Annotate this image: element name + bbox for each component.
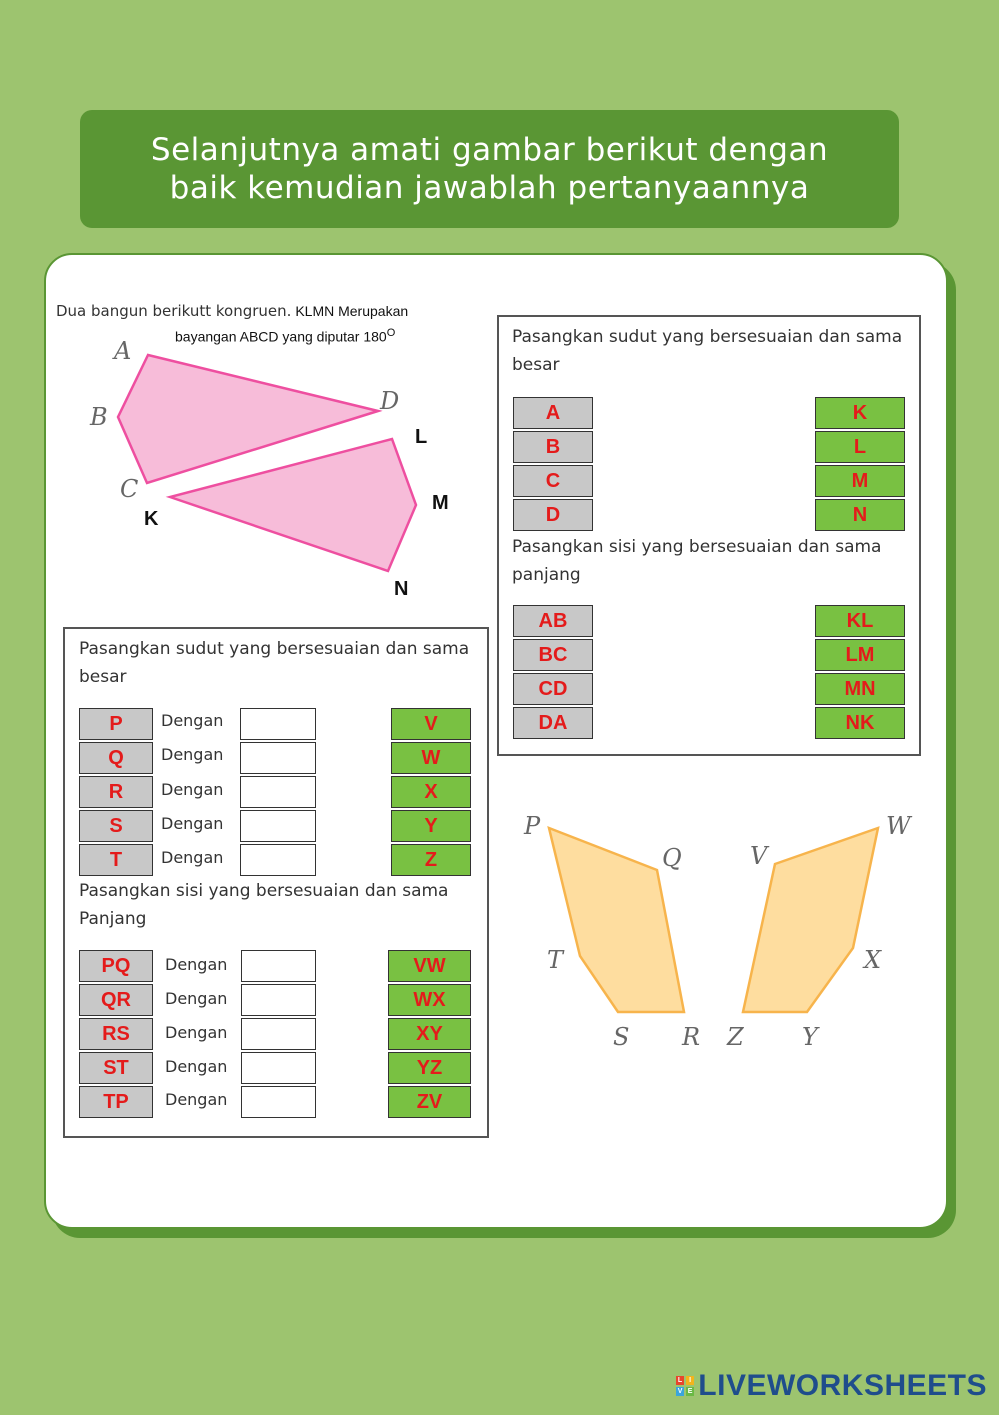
caption-part-1: Dua bangun berikutt kongruen. xyxy=(56,302,292,320)
liveworksheets-logo xyxy=(676,1369,987,1403)
right-q1-line-1: Pasangkan sudut yang bersesuaian dan sama xyxy=(512,327,903,347)
answer-box-side-qr[interactable] xyxy=(241,984,316,1016)
answer-box-angle-t[interactable] xyxy=(240,844,316,876)
cell-side-xy[interactable]: XY xyxy=(388,1018,471,1050)
answer-box-angle-q[interactable] xyxy=(240,742,316,774)
right-q2-line-2: panjang xyxy=(512,565,581,585)
cell-side-vw[interactable]: VW xyxy=(388,950,471,982)
cell-angle-p[interactable]: P xyxy=(79,708,153,740)
cell-side-st[interactable]: ST xyxy=(79,1052,153,1084)
right-q2-text xyxy=(512,533,881,589)
label-t: T xyxy=(547,946,564,974)
answer-box-side-rs[interactable] xyxy=(241,1018,316,1050)
instruction-banner xyxy=(80,110,899,228)
label-w: W xyxy=(886,812,911,840)
cell-side-kl[interactable]: KL xyxy=(815,605,905,637)
answer-box-angle-r[interactable] xyxy=(240,776,316,808)
left-q1-line-1: Pasangkan sudut yang bersesuaian dan sama xyxy=(79,639,470,659)
cell-angle-x[interactable]: X xyxy=(391,776,471,808)
cell-angle-v[interactable]: V xyxy=(391,708,471,740)
answer-box-side-st[interactable] xyxy=(241,1052,316,1084)
figure-abcd-klmn xyxy=(80,335,480,605)
cell-side-lm[interactable]: LM xyxy=(815,639,905,671)
connector-label: Dengan xyxy=(165,1057,228,1076)
cell-angle-d[interactable]: D xyxy=(513,499,593,531)
label-b: B xyxy=(90,403,108,431)
cell-angle-n[interactable]: N xyxy=(815,499,905,531)
cell-angle-q[interactable]: Q xyxy=(79,742,153,774)
connector-label: Dengan xyxy=(165,1090,228,1109)
cell-angle-m[interactable]: M xyxy=(815,465,905,497)
cell-angle-r[interactable]: R xyxy=(79,776,153,808)
right-q2-line-1: Pasangkan sisi yang bersesuaian dan sama xyxy=(512,537,882,557)
cell-side-tp[interactable]: TP xyxy=(79,1086,153,1118)
cell-side-wx[interactable]: WX xyxy=(388,984,471,1016)
connector-label: Dengan xyxy=(161,848,224,867)
caption-degree: O xyxy=(386,327,396,339)
connector-label: Dengan xyxy=(161,780,224,799)
cell-angle-c[interactable]: C xyxy=(513,465,593,497)
label-m: M xyxy=(432,492,449,514)
left-q2-line-2: Panjang xyxy=(79,909,147,929)
instruction-line-2: baik kemudian jawablah pertanyaannya xyxy=(169,170,810,206)
label-n: N xyxy=(394,578,409,600)
answer-box-angle-s[interactable] xyxy=(240,810,316,842)
left-q2-line-1: Pasangkan sisi yang bersesuaian dan sama xyxy=(79,881,449,901)
cell-angle-y[interactable]: Y xyxy=(391,810,471,842)
cell-angle-a[interactable]: A xyxy=(513,397,593,429)
cell-angle-b[interactable]: B xyxy=(513,431,593,463)
logo-mark-icon xyxy=(676,1376,694,1396)
figure-caption xyxy=(56,302,408,320)
instruction-line-1: Selanjutnya amati gambar berikut dengan xyxy=(150,132,829,168)
label-p: P xyxy=(524,812,541,840)
connector-label: Dengan xyxy=(165,1023,228,1042)
panel-abcd-klmn xyxy=(497,315,921,756)
panel-pqrst-vwxyz xyxy=(63,627,489,1138)
logo-mark-e: E xyxy=(687,1388,693,1395)
answer-box-side-tp[interactable] xyxy=(241,1086,316,1118)
connector-label: Dengan xyxy=(165,989,228,1008)
label-q: Q xyxy=(662,844,682,872)
cell-side-da[interactable]: DA xyxy=(513,707,593,739)
answer-box-angle-p[interactable] xyxy=(240,708,316,740)
left-q1-text xyxy=(79,635,469,691)
label-c: C xyxy=(120,475,139,503)
logo-mark-v: V xyxy=(677,1388,683,1395)
caption-part-2: KLMN Merupakan xyxy=(291,303,409,319)
label-k: K xyxy=(144,508,159,530)
right-q1-text xyxy=(512,323,902,379)
label-x: X xyxy=(864,946,882,974)
connector-label: Dengan xyxy=(165,955,228,974)
cell-side-yz[interactable]: YZ xyxy=(388,1052,471,1084)
cell-side-zv[interactable]: ZV xyxy=(388,1086,471,1118)
label-y: Y xyxy=(802,1023,818,1051)
cell-angle-w[interactable]: W xyxy=(391,742,471,774)
logo-text: LIVEWORKSHEETS xyxy=(698,1369,987,1402)
caption-line-2-text: bayangan ABCD yang diputar 180 xyxy=(175,328,387,345)
connector-label: Dengan xyxy=(161,711,224,730)
label-z: Z xyxy=(727,1023,744,1051)
cell-angle-z[interactable]: Z xyxy=(391,844,471,876)
cell-side-bc[interactable]: BC xyxy=(513,639,593,671)
right-q1-line-2: besar xyxy=(512,355,560,375)
logo-mark-i: I xyxy=(686,1376,694,1385)
cell-side-mn[interactable]: MN xyxy=(815,673,905,705)
cell-side-cd[interactable]: CD xyxy=(513,673,593,705)
connector-label: Dengan xyxy=(161,814,224,833)
left-q2-text xyxy=(79,877,448,933)
label-d: D xyxy=(380,387,400,415)
label-l: L xyxy=(415,426,428,448)
cell-side-ab[interactable]: AB xyxy=(513,605,593,637)
cell-angle-l[interactable]: L xyxy=(815,431,905,463)
left-q1-line-2: besar xyxy=(79,667,127,687)
answer-box-side-pq[interactable] xyxy=(241,950,316,982)
cell-angle-s[interactable]: S xyxy=(79,810,153,842)
label-a: A xyxy=(114,337,132,365)
label-s: S xyxy=(613,1023,630,1051)
label-r: R xyxy=(682,1023,701,1051)
cell-side-qr[interactable]: QR xyxy=(79,984,153,1016)
label-v: V xyxy=(750,842,768,870)
cell-angle-k[interactable]: K xyxy=(815,397,905,429)
cell-angle-t[interactable]: T xyxy=(79,844,153,876)
figure-pqrst-vwxyz xyxy=(510,800,920,1060)
connector-label: Dengan xyxy=(161,745,224,764)
logo-mark-l: L xyxy=(677,1377,683,1384)
cell-side-nk[interactable]: NK xyxy=(815,707,905,739)
cell-side-pq[interactable]: PQ xyxy=(79,950,153,982)
cell-side-rs[interactable]: RS xyxy=(79,1018,153,1050)
